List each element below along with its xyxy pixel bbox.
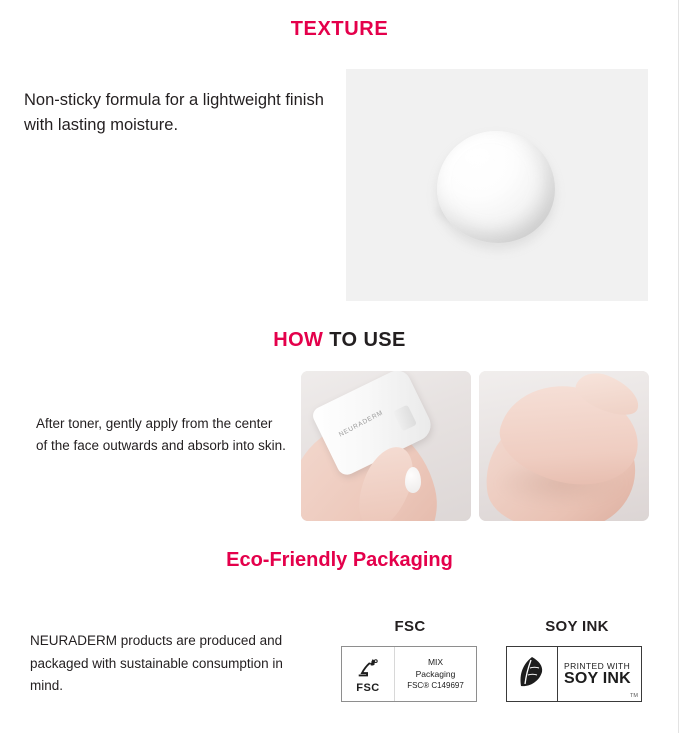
how-to-use-heading (0, 329, 679, 352)
soy-trademark-label: TM (630, 693, 638, 699)
fsc-mix-label: MIX (427, 657, 444, 668)
how-to-use-heading-rest: TO USE (323, 329, 406, 351)
fsc-mark-word: FSC (356, 681, 380, 694)
how-to-use-image-1 (301, 371, 471, 521)
fsc-licence-code: FSC® C149697 (407, 680, 464, 690)
fsc-packaging-label: Packaging (415, 669, 456, 679)
soy-ink-label: SOY INK (564, 669, 631, 687)
fsc-logo-area (342, 647, 395, 701)
soy-printed-with-label: PRINTED WITH (564, 660, 631, 671)
how-to-use-heading-accent: HOW (273, 329, 324, 351)
bottle-brand-label: NEURADERM (337, 409, 385, 439)
soy-ink-badge-title: SOY INK (545, 618, 609, 635)
how-to-use-image-2 (479, 371, 649, 521)
texture-heading: TEXTURE (290, 18, 389, 40)
eco-packaging-description: NEURADERM products are produced and packaged with sustainable consumption in mind. (30, 633, 283, 694)
product-drop-icon (405, 467, 421, 493)
fsc-badge-title: FSC (394, 618, 426, 635)
soy-ink-certification-badge (506, 646, 642, 702)
fsc-tree-checkmark-icon (355, 655, 381, 681)
soy-text-area (557, 647, 641, 701)
soy-leaf-icon (515, 654, 549, 694)
fsc-certification-badge (341, 646, 477, 702)
texture-description: Non-sticky formula for a lightweight finish with lasting moisture. (24, 91, 324, 135)
eco-packaging-heading: Eco-Friendly Packaging (226, 549, 453, 571)
soy-logo-area (507, 647, 557, 701)
cream-droplet-icon (437, 131, 555, 243)
texture-product-image (346, 69, 648, 301)
droplet-highlight (463, 147, 497, 169)
fsc-claim-area (395, 647, 476, 701)
how-to-use-description: After toner, gently apply from the center of the face outwards and absorb into skin. (36, 416, 286, 453)
